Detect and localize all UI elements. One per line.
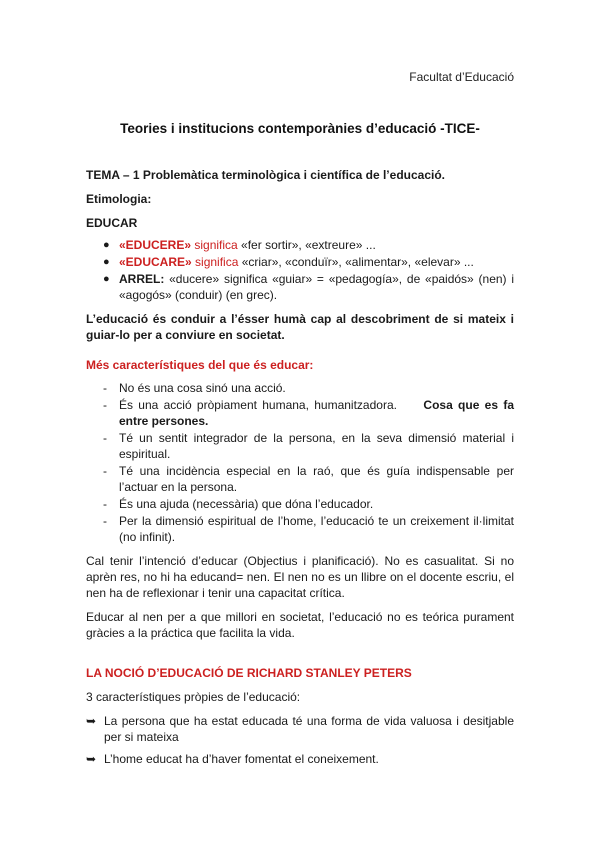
etymology-list xyxy=(86,237,514,303)
list-item xyxy=(86,430,514,462)
etymology-heading: Etimologia: xyxy=(86,192,152,206)
etym-meaning: «criar», «conduïr», «alimentar», «elevar» ... xyxy=(238,255,474,269)
list-item xyxy=(86,496,514,512)
list-item xyxy=(86,271,514,303)
topic-heading: TEMA – 1 Problemàtica terminològica i científica de l’educació. xyxy=(86,168,445,182)
bullet-icon: ● xyxy=(103,256,110,268)
etym-term: «EDUCERE» xyxy=(119,238,192,252)
list-item xyxy=(86,237,514,253)
list-item-text: L’home educat ha d’haver fomentat el coneixement. xyxy=(104,752,379,766)
list-item-text: És una acció pròpiament humana, humanitzadora. xyxy=(119,398,397,412)
etym-meaning: «ducere» significa «guiar» = «pedagogía», de «paidós» (nen) i «agogós» (conduir) (en grec). xyxy=(119,272,514,302)
dash-icon: - xyxy=(103,497,107,511)
dash-icon: - xyxy=(103,381,107,395)
etym-significa: significa xyxy=(191,238,238,252)
list-item-bold-text: Cosa que es fa entre persones. xyxy=(119,398,514,428)
paragraph: Educar al nen per a que millori en societat, l’educació no es teórica purament gràcies a la práctica que facilita la vida. xyxy=(86,610,514,640)
bullet-icon: ● xyxy=(103,239,110,251)
list-item xyxy=(86,713,514,745)
etym-term: «EDUCARE» xyxy=(119,255,192,269)
list-item xyxy=(86,513,514,545)
section-heading: LA NOCIÓ D’EDUCACIÓ DE RICHARD STANLEY PETERS xyxy=(86,666,412,680)
list-item-text: No és una cosa sinó una acció. xyxy=(119,381,286,395)
list-item-text: Per la dimensió espiritual de l’home, l’educació te un creixement il·limitat (no infinit). xyxy=(119,514,514,544)
etym-significa: significa xyxy=(191,255,239,269)
dash-icon: - xyxy=(103,431,107,445)
dash-icon: - xyxy=(103,514,107,528)
list-item-text: Té un sentit integrador de la persona, en la seva dimensió material i espiritual. xyxy=(119,431,514,461)
list-item xyxy=(86,397,514,429)
list-item xyxy=(86,380,514,396)
list-item-text: Té una incidència especial en la raó, que és guía indispensable per l’actuar en la persona. xyxy=(119,464,514,494)
dash-icon: - xyxy=(103,464,107,478)
paragraph: Cal tenir l’intenció d’educar (Objectius i planificació). No es casualitat. Si no aprèn res, no hi ha educand= nen. El nen no es un llibre on el docente escriu, el nen ha de reflexionar i tenir una capacitat crítica. xyxy=(86,554,514,600)
list-item xyxy=(86,254,514,270)
document-body xyxy=(86,167,514,767)
list-item-text: És una ajuda (necessària) que dóna l’educador. xyxy=(119,497,374,511)
characteristics-list xyxy=(86,380,514,545)
bullet-icon: ● xyxy=(103,273,110,285)
dash-icon: - xyxy=(103,398,107,412)
document-title: Teories i institucions contemporànies d’educació -TICE- xyxy=(120,121,480,136)
etym-meaning: «fer sortir», «extreure» ... xyxy=(237,238,376,252)
section-intro: 3 característiques pròpies de l’educació: xyxy=(86,690,301,704)
definition-paragraph: L’educació és conduir a l’ésser humà cap al descobriment de si mateix i guiar-lo per a conviure en societat. xyxy=(86,312,514,342)
etym-term: ARREL: xyxy=(119,272,165,286)
arrow-bullet-icon: ➥ xyxy=(86,752,97,766)
list-item-text: La persona que ha estat educada té una forma de vida valuosa i desitjable per si mateixa xyxy=(104,714,514,744)
faculty-header: Facultat d’Educació xyxy=(409,70,514,84)
characteristics-heading: Més característiques del que és educar: xyxy=(86,358,314,372)
educar-heading: EDUCAR xyxy=(86,216,138,230)
arrow-bullet-icon: ➥ xyxy=(86,714,97,728)
list-item xyxy=(86,751,514,767)
list-item xyxy=(86,463,514,495)
